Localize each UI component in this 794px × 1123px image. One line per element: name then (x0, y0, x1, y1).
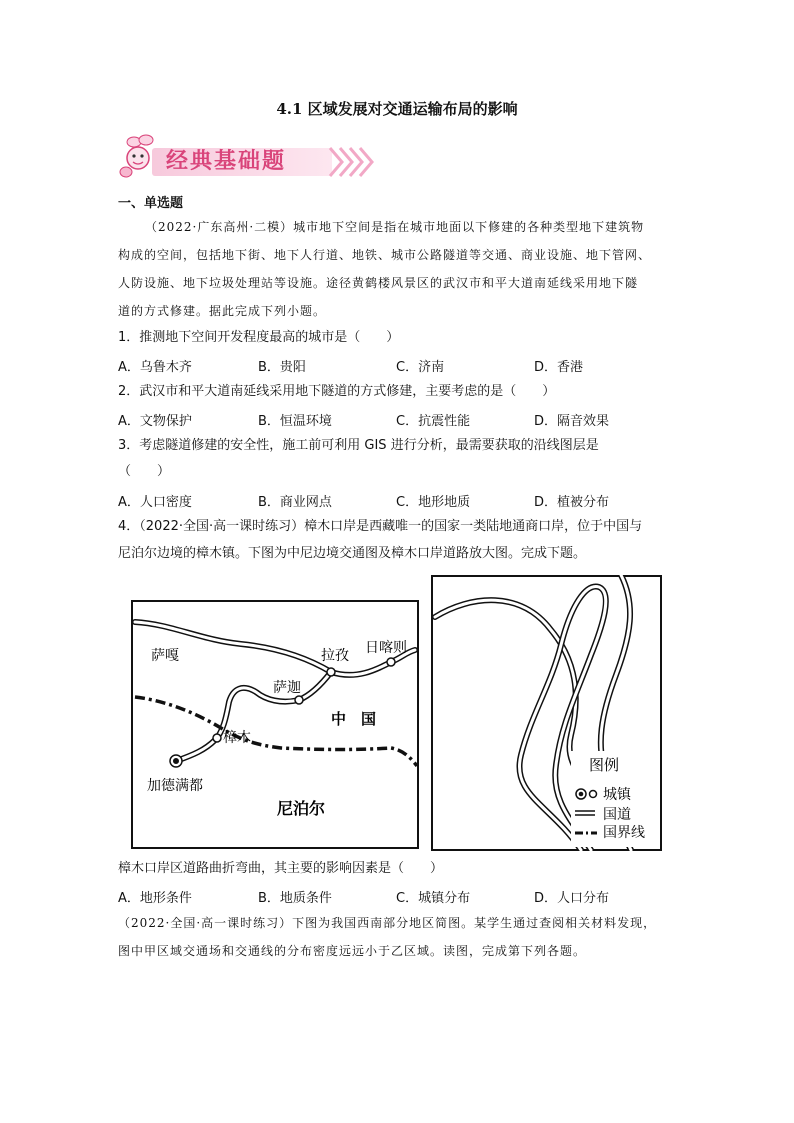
question-stem: 4．（2022·全国·高一课时练习）樟木口岸是西藏唯一的国家一类陆地通商口岸，位于中国与 (118, 519, 643, 534)
passage-line: 人防设施、地下垃圾处理站等设施。途径黄鹤楼风景区的武汉市和平大道南延线采用地下隧 (118, 276, 639, 290)
option: A．人口密度 (118, 495, 192, 510)
question-stem: 3．考虑隧道修建的安全性，施工前可利用 GIS 进行分析，最需要获取的沿线图层是 (118, 438, 599, 453)
legend-road: 国道 (603, 807, 631, 823)
option: D．隔音效果 (534, 414, 610, 429)
label-nepal: 尼泊尔 (277, 799, 326, 818)
label-lazi: 拉孜 (321, 648, 349, 664)
town-marker (327, 668, 335, 676)
option: B．地质条件 (258, 891, 332, 906)
option: C．抗震性能 (396, 414, 471, 429)
option: A．乌鲁木齐 (118, 360, 192, 375)
label-rikaze: 日喀则 (365, 640, 407, 656)
town-marker (387, 658, 395, 666)
option: C．城镇分布 (396, 891, 471, 906)
question-stem: 樟木口岸区道路曲折弯曲，其主要的影响因素是（ ） (118, 861, 444, 876)
option: B．贵阳 (258, 360, 306, 375)
option: D．人口分布 (534, 891, 610, 906)
label-sajia: 萨迦 (273, 680, 301, 696)
option: A．地形条件 (118, 891, 192, 906)
option: C．济南 (396, 360, 445, 375)
label-china: 中 国 (331, 710, 377, 728)
question-stem: 2．武汉市和平大道南延线采用地下隧道的方式修建，主要考虑的是（ ） (118, 384, 556, 399)
option: A．文物保护 (118, 414, 192, 429)
china-nepal-border-map (131, 600, 419, 849)
section-banner (116, 134, 376, 182)
bee-icon (120, 135, 153, 177)
page-title: 4.1 区域发展对交通运输布局的影响 (276, 100, 518, 118)
option: B．恒温环境 (258, 414, 332, 429)
legend-border: 国界线 (603, 825, 645, 841)
question-stem: 尼泊尔边境的樟木镇。下图为中尼边境交通图及樟木口岸道路放大图。完成下题。 (118, 546, 587, 561)
town-marker (213, 734, 221, 742)
banner-text: 经典基础题 (166, 149, 287, 174)
option: B．商业网点 (258, 495, 332, 510)
passage-line: 道的方式修建。据此完成下列小题。 (118, 304, 327, 318)
option: D．香港 (534, 360, 584, 375)
legend-town: 城镇 (603, 787, 631, 803)
passage-line: 构成的空间，包括地下街、地下人行道、地铁、城市公路隧道等交通、商业设施、地下管网、 (118, 248, 652, 262)
label-saga: 萨嘎 (151, 648, 179, 664)
legend-title: 图例 (589, 756, 620, 774)
town-marker (295, 696, 303, 704)
passage-line: 图中甲区域交通场和交通线的分布密度远远小于乙区域。读图，完成第下列各题。 (118, 944, 587, 958)
label-zhangmu: 樟木 (223, 730, 251, 746)
passage-line: （2022·全国·高一课时练习）下图为我国西南部分地区简图。某学生通过查阅相关材料发现， (118, 916, 657, 930)
option: C．地形地质 (396, 495, 471, 510)
passage-line: （2022·广东高州·二模）城市地下空间是指在城市地面以下修建的各种类型地下建筑物 (145, 220, 645, 234)
label-kathmandu: 加德满都 (147, 778, 203, 794)
question-blank: （ ） (118, 464, 171, 479)
option: D．植被分布 (534, 495, 610, 510)
section-heading: 一、单选题 (118, 196, 184, 211)
question-stem: 1．推测地下空间开发程度最高的城市是（ ） (118, 330, 400, 345)
zhangmu-road-enlargement-map (431, 575, 662, 851)
